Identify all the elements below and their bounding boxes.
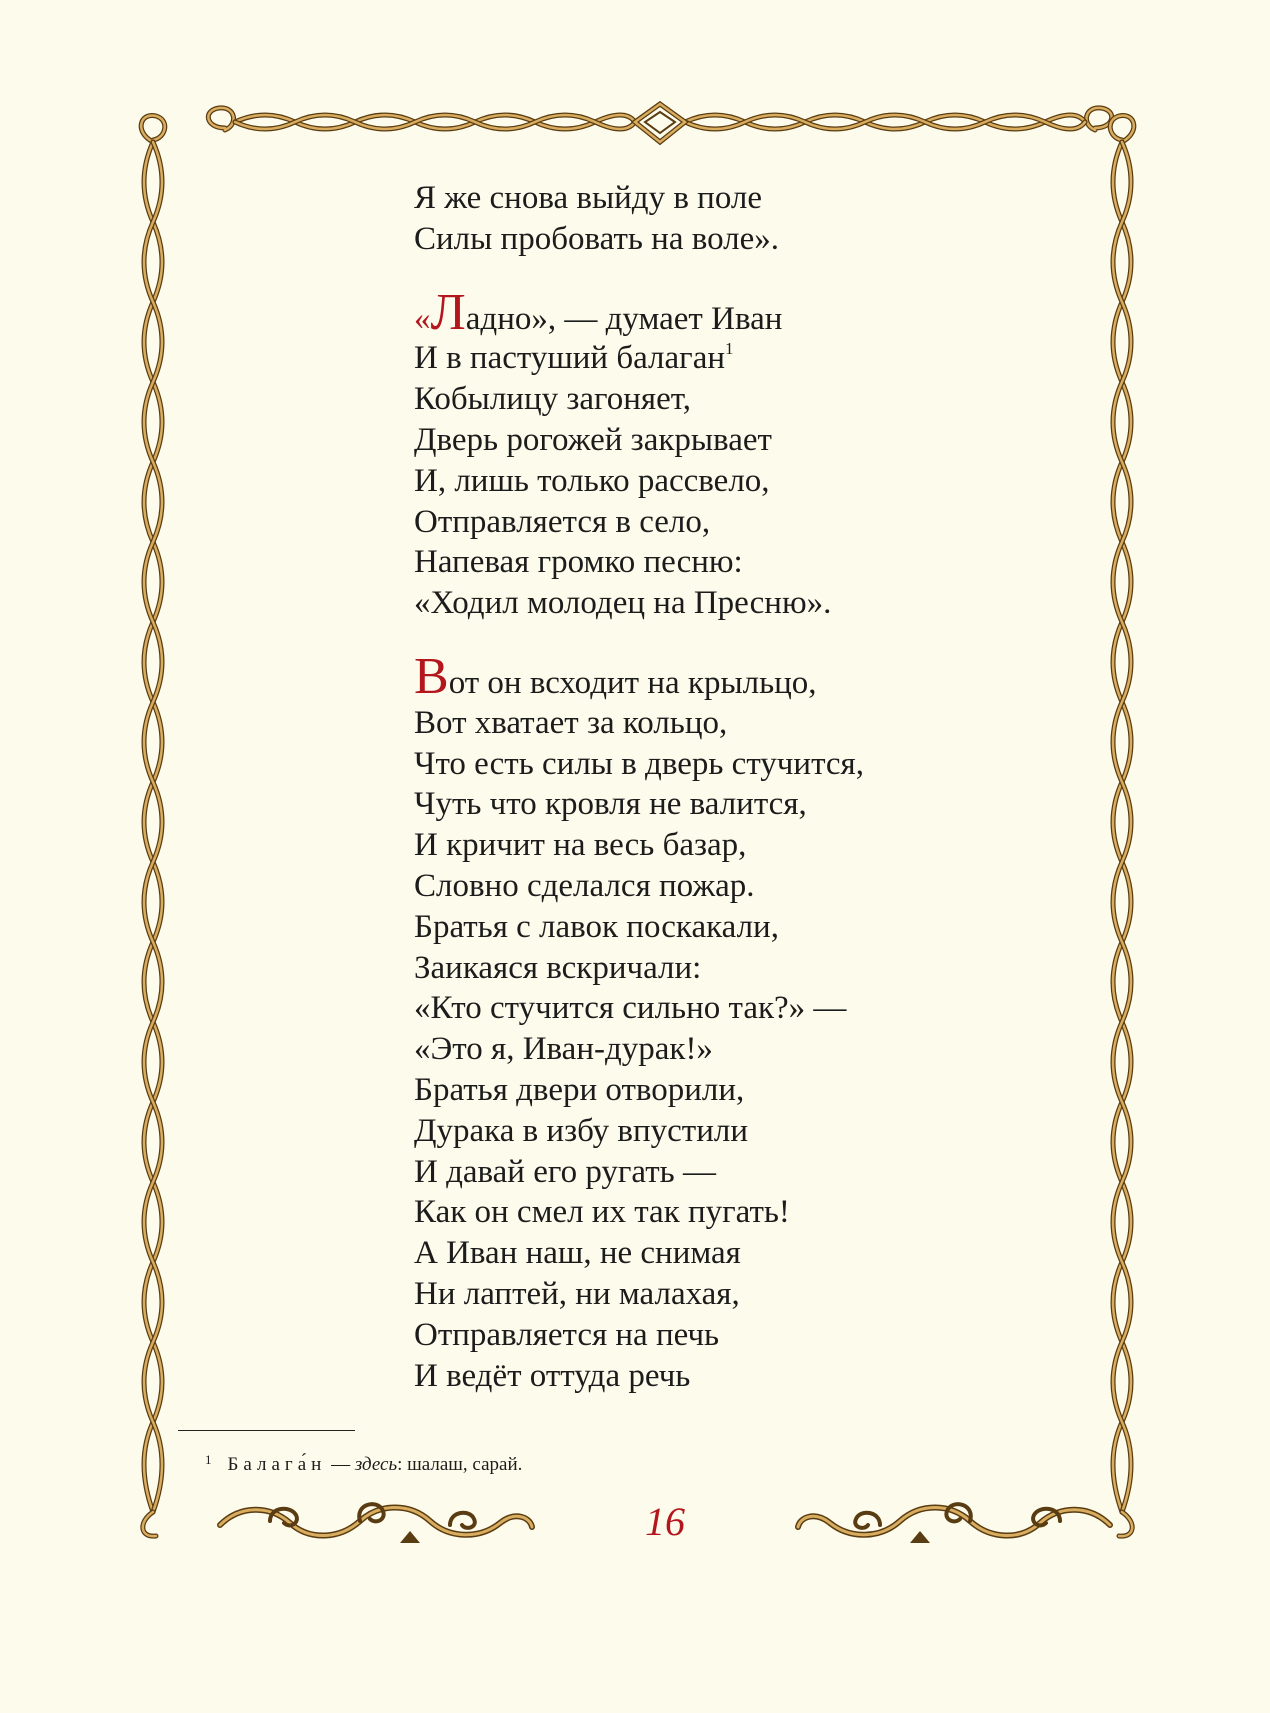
footnote-dash: —	[326, 1454, 355, 1475]
poem-line: Братья с лавок поскакали,	[414, 908, 779, 945]
poem-line: «Кто стучится сильно так?» —	[414, 990, 847, 1027]
stanza-2	[414, 283, 974, 624]
poem-line: А Иван наш, не снимая	[414, 1235, 741, 1272]
poem-line	[414, 338, 974, 379]
line-text: И в пастуший балаган	[414, 340, 726, 377]
right-ornament-border	[1099, 112, 1145, 1540]
poem-line: Отправляется в село,	[414, 503, 711, 540]
poem-line: И кричит на весь базар,	[414, 827, 747, 864]
poem-line: Вот хватает за кольцо,	[414, 704, 728, 741]
line-rest: адно», — думает Иван	[465, 300, 783, 337]
poem-line: Дурака в избу впустили	[414, 1112, 748, 1149]
poem-line: Отправляется на печь	[414, 1316, 720, 1353]
poem-line	[414, 283, 974, 341]
drop-cap-letter: В	[414, 647, 449, 705]
poem-line: Силы пробовать на воле».	[414, 220, 780, 257]
page-number: 16	[645, 1499, 685, 1544]
drop-cap-letter: Л	[430, 283, 466, 341]
footnote-marker: 1	[725, 339, 734, 359]
poem-line	[414, 647, 974, 705]
poem-line: Братья двери отворили,	[414, 1071, 745, 1108]
open-quote-red: «	[414, 300, 431, 337]
line-rest: от он всходит на крыльцо,	[448, 664, 817, 701]
poem-line: «Это я, Иван-дурак!»	[414, 1031, 713, 1068]
footnote	[205, 1452, 905, 1476]
stanza-1	[414, 178, 974, 260]
footnote-number: 1	[205, 1452, 212, 1467]
footnote-label: здесь	[354, 1454, 398, 1475]
footnote-term: Балага́н	[227, 1454, 327, 1475]
poem-line: Что есть силы в дверь стучится,	[414, 745, 864, 782]
poem-line: Я же снова выйду в поле	[414, 180, 762, 216]
left-ornament-border	[130, 112, 176, 1540]
poem-line: Заикаяся вскричали:	[414, 949, 702, 986]
poem-line: Как он смел их так пугать!	[414, 1194, 790, 1231]
poem-line: Кобылицу загоняет,	[414, 381, 691, 418]
poem-line: «Ходил молодец на Пресню».	[414, 585, 832, 622]
top-ornament-border	[195, 100, 1125, 155]
poem-line: Дверь рогожей закрывает	[414, 421, 772, 458]
footnote-definition: : шалаш, сарай.	[397, 1454, 523, 1475]
poem-line: Чуть что кровля не валится,	[414, 786, 807, 823]
poem-line: И давай его ругать —	[414, 1153, 716, 1190]
poem-line: И ведёт оттуда речь	[414, 1357, 691, 1394]
poem-line: Ни лаптей, ни малахая,	[414, 1275, 740, 1312]
poem-line: Напевая громко песню:	[414, 544, 743, 581]
bottom-right-ornament	[790, 1491, 1120, 1553]
bottom-left-ornament	[210, 1491, 540, 1553]
footnote-divider	[178, 1430, 355, 1431]
poem-line: И, лишь только рассвело,	[414, 462, 770, 499]
poem-text	[414, 178, 974, 1396]
stanza-3	[414, 647, 974, 1396]
poem-line: Словно сделался пожар.	[414, 867, 755, 904]
